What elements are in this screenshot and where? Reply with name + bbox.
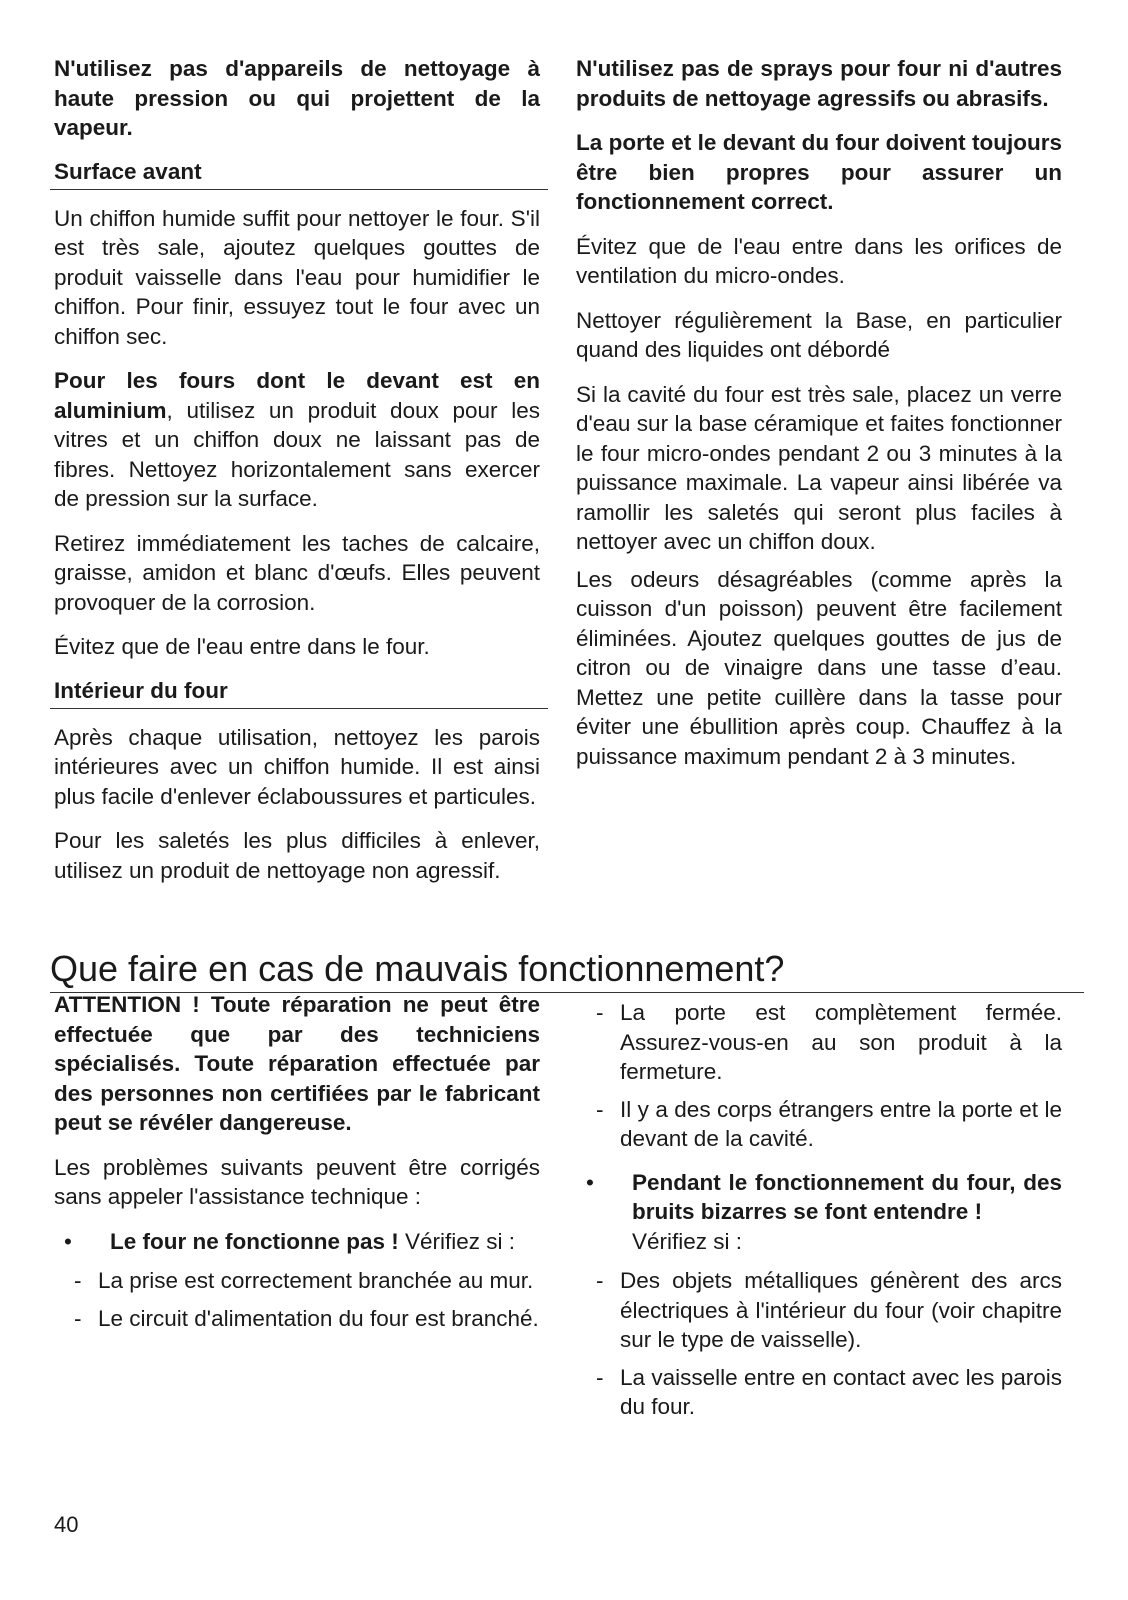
- page-number: 40: [54, 1512, 79, 1537]
- paragraph-apres-utilisation: Après chaque utilisation, nettoyez les parois intérieures avec un chiffon humide. Il est ainsi plus facile d'enlever éclaboussures et particules.: [54, 724, 540, 809]
- check-item-prise: [74, 1266, 540, 1296]
- warning-sprays: N'utilisez pas de sprays pour four ni d'autres produits de nettoyage agressifs ou abrasifs.: [576, 56, 1062, 111]
- aluminium-bold-text: Pour les fours dont le devant est en aluminium: [54, 368, 540, 423]
- bullet-four-ne-fonctionne-pas: [54, 1227, 540, 1257]
- paragraph-aluminium: [54, 366, 540, 514]
- dash-icon: -: [596, 1268, 604, 1293]
- paragraph-problemes: Les problèmes suivants peuvent être corrigés sans appeler l'assistance technique :: [54, 1154, 540, 1209]
- paragraph-eau-four: Évitez que de l'eau entre dans le four.: [54, 634, 430, 659]
- subheading-interieur: Intérieur du four: [50, 677, 548, 709]
- dash-icon: -: [74, 1305, 82, 1331]
- paragraph-cavite-sale: Si la cavité du four est très sale, placez un verre d'eau sur la base céramique et faites fonctionner le four micro-ondes pendant 2 ou 3 minutes à la puissance maximale. La vapeur ainsi libérée va ramollir les saletés qui seront plus faciles à nettoyer avec un chiffon doux.: [576, 381, 1062, 554]
- aluminium-text: , utilisez un produit doux pour les vitres et un chiffon doux ne laissant pas de fibres. Nettoyez horizontalement sans exercer de pression sur la surface.: [54, 397, 540, 511]
- bullet-bruits-bizarres: [576, 1168, 1062, 1257]
- right-column: [576, 54, 1062, 786]
- paragraph-odeurs: Les odeurs désagréables (comme après la cuisson d'un poisson) peuvent être facilement éliminées. Ajoutez quelques gouttes de jus de citron ou de vinaigre dans une tasse d’eau. Mettez une petite cuillère dans la tasse pour éviter une ébullition après coup. Chauffez à la puissance maximum pendant 2 à 3 minutes.: [576, 566, 1062, 769]
- check-item-text: Le circuit d'alimentation du four est branché.: [98, 1305, 539, 1331]
- paragraph-saletes: Pour les saletés les plus difficiles à enlever, utilisez un produit de nettoyage non agressif.: [54, 828, 540, 883]
- paragraph-base: Nettoyer régulièrement la Base, en particulier quand des liquides ont débordé: [576, 307, 1062, 362]
- check-item-corps-etrangers: [596, 1095, 1062, 1154]
- bullet-icon: •: [586, 1169, 594, 1195]
- bullet-icon: •: [64, 1228, 72, 1254]
- bullet-bold-text: Pendant le fonctionnement du four, des bruits bizarres se font entendre !: [632, 1169, 1062, 1224]
- warning-porte-propre: La porte et le devant du four doivent toujours être bien propres pour assurer un fonctionnement correct.: [576, 130, 1062, 214]
- check-item-porte: [596, 998, 1062, 1087]
- check-item-objets-metalliques: [596, 1266, 1062, 1355]
- check-item-text: La porte est complètement fermée. Assurez-vous-en au son produit à la fermeture.: [620, 1000, 1062, 1084]
- bottom-left-column: [54, 990, 540, 1341]
- section-title: Que faire en cas de mauvais fonctionnement?: [50, 948, 1084, 993]
- dash-icon: -: [596, 1000, 604, 1025]
- bullet-text: Vérifiez si :: [632, 1228, 743, 1254]
- bullet-text: Vérifiez si :: [398, 1228, 516, 1254]
- paragraph-taches: Retirez immédiatement les taches de calcaire, graisse, amidon et blanc d'œufs. Elles peuvent provoquer de la corrosion.: [54, 530, 540, 615]
- bottom-right-column: [576, 998, 1062, 1430]
- warning-high-pressure: N'utilisez pas d'appareils de nettoyage à haute pression ou qui projettent de la vapeur.: [54, 56, 540, 140]
- check-item-text: La prise est correctement branchée au mur.: [98, 1268, 534, 1293]
- paragraph-chiffon-humide: Un chiffon humide suffit pour nettoyer le four. S'il est très sale, ajoutez quelques gouttes de produit vaisselle dans l'eau pour humidifier le chiffon. Pour finir, essuyez tout le four avec un chiffon sec.: [54, 205, 540, 349]
- paragraph-orifices: Évitez que de l'eau entre dans les orifices de ventilation du micro-ondes.: [576, 233, 1062, 288]
- subheading-surface-avant: Surface avant: [50, 158, 548, 190]
- dash-icon: -: [596, 1364, 604, 1390]
- attention-warning: ATTENTION ! Toute réparation ne peut être effectuée que par des techniciens spécialisés. Toute réparation effectuée par des personnes non certifiées par le fabricant peut se révéler dangereuse.: [54, 992, 540, 1135]
- dash-icon: -: [596, 1096, 604, 1122]
- check-item-vaisselle: [596, 1363, 1062, 1422]
- check-item-text: Il y a des corps étrangers entre la porte et le devant de la cavité.: [620, 1096, 1062, 1151]
- check-item-circuit: [74, 1304, 540, 1334]
- dash-icon: -: [74, 1268, 82, 1293]
- bullet-bold-text: Le four ne fonctionne pas !: [110, 1228, 399, 1254]
- left-column: [54, 54, 540, 900]
- check-item-text: La vaisselle entre en contact avec les parois du four.: [620, 1364, 1062, 1419]
- check-item-text: Des objets métalliques génèrent des arcs électriques à l'intérieur du four (voir chapitre sur le type de vaisselle).: [620, 1268, 1062, 1352]
